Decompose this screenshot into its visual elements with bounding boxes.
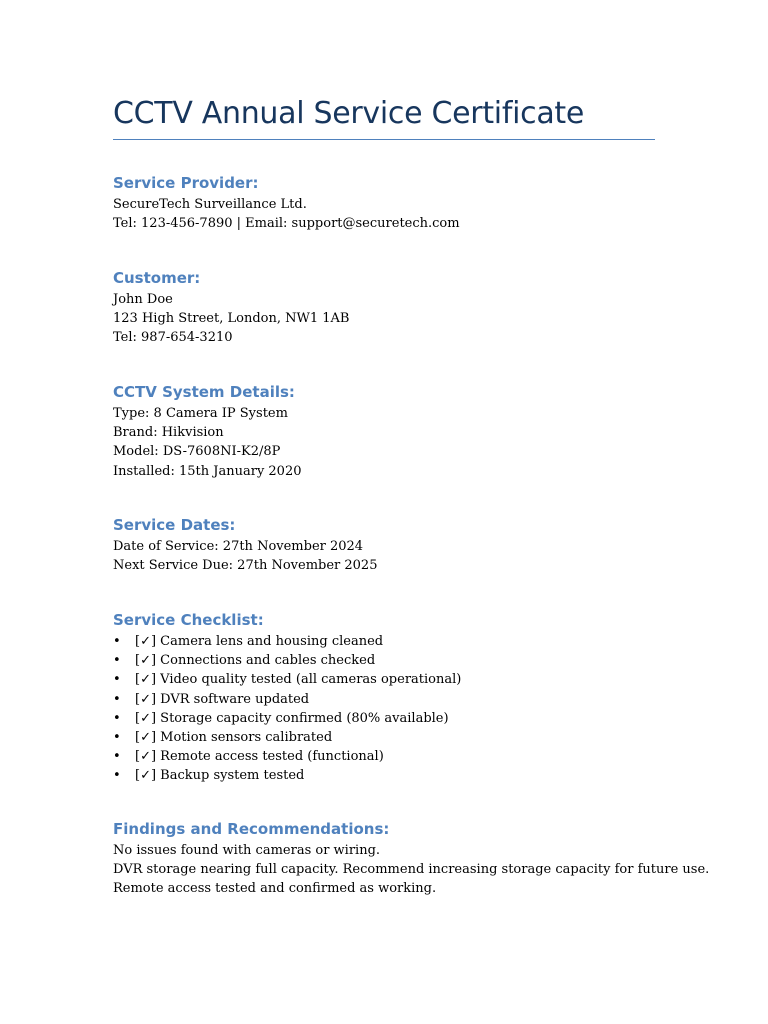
checklist-item-text: [✓] Backup system tested bbox=[135, 768, 305, 784]
checklist-item bbox=[113, 632, 655, 651]
date-of-service: Date of Service: 27th November 2024 bbox=[113, 539, 364, 554]
bullet-icon: • bbox=[113, 653, 121, 669]
customer-section bbox=[113, 267, 655, 348]
checklist-item-text: [✓] Remote access tested (functional) bbox=[135, 749, 384, 765]
bullet-icon: • bbox=[113, 710, 121, 726]
bullet-icon: • bbox=[113, 672, 121, 688]
checklist-item bbox=[113, 690, 655, 709]
section-heading-findings: Findings and Recommendations: bbox=[113, 820, 390, 838]
section-heading-customer: Customer: bbox=[113, 269, 201, 287]
checklist-item-text: [✓] Camera lens and housing cleaned bbox=[135, 634, 384, 649]
checklist-item-text: [✓] DVR software updated bbox=[135, 691, 310, 707]
checklist-item bbox=[113, 747, 655, 766]
section-heading-service-checklist: Service Checklist: bbox=[113, 611, 264, 629]
checklist-item-text: [✓] Connections and cables checked bbox=[135, 653, 376, 669]
section-heading-system-details: CCTV System Details: bbox=[113, 383, 295, 401]
checklist-item bbox=[113, 728, 655, 747]
bullet-icon: • bbox=[113, 768, 121, 784]
document-title: CCTV Annual Service Certificate bbox=[113, 96, 585, 131]
checklist-item bbox=[113, 670, 655, 689]
service-provider-section bbox=[113, 172, 655, 233]
next-service-due: Next Service Due: 27th November 2025 bbox=[113, 558, 378, 574]
checklist-item-text: [✓] Video quality tested (all cameras operational) bbox=[135, 672, 462, 688]
section-heading-service-provider: Service Provider: bbox=[113, 174, 259, 192]
title-underline bbox=[113, 139, 655, 140]
system-brand: Brand: Hikvision bbox=[113, 425, 224, 441]
recommendation-line: DVR storage nearing full capacity. Recommend increasing storage capacity for future use. bbox=[113, 862, 710, 878]
checklist-item-text: [✓] Storage capacity confirmed (80% available) bbox=[135, 710, 449, 726]
checklist-item bbox=[113, 709, 655, 728]
service-checklist-section bbox=[113, 609, 655, 786]
checklist-item bbox=[113, 651, 655, 670]
service-dates-section bbox=[113, 514, 655, 575]
system-details-section bbox=[113, 381, 655, 481]
provider-name: SecureTech Surveillance Ltd. bbox=[113, 197, 307, 212]
checklist bbox=[113, 632, 655, 786]
bullet-icon: • bbox=[113, 691, 121, 707]
finding-line: Remote access tested and confirmed as working. bbox=[113, 881, 437, 897]
system-model: Model: DS-7608NI-K2/8P bbox=[113, 444, 281, 460]
section-heading-service-dates: Service Dates: bbox=[113, 516, 236, 534]
customer-name: John Doe bbox=[113, 292, 173, 307]
bullet-icon: • bbox=[113, 634, 121, 649]
bullet-icon: • bbox=[113, 730, 121, 746]
findings-section bbox=[113, 818, 710, 899]
customer-address: 123 High Street, London, NW1 1AB bbox=[113, 311, 350, 327]
provider-contact: Tel: 123-456-7890 | Email: support@securetech.com bbox=[113, 216, 460, 232]
customer-phone: Tel: 987-654-3210 bbox=[113, 330, 233, 346]
bullet-icon: • bbox=[113, 749, 121, 765]
system-installed-date: Installed: 15th January 2020 bbox=[113, 463, 302, 479]
finding-line: No issues found with cameras or wiring. bbox=[113, 843, 381, 858]
system-type: Type: 8 Camera IP System bbox=[113, 406, 288, 421]
checklist-item bbox=[113, 766, 655, 785]
checklist-item-text: [✓] Motion sensors calibrated bbox=[135, 730, 333, 746]
